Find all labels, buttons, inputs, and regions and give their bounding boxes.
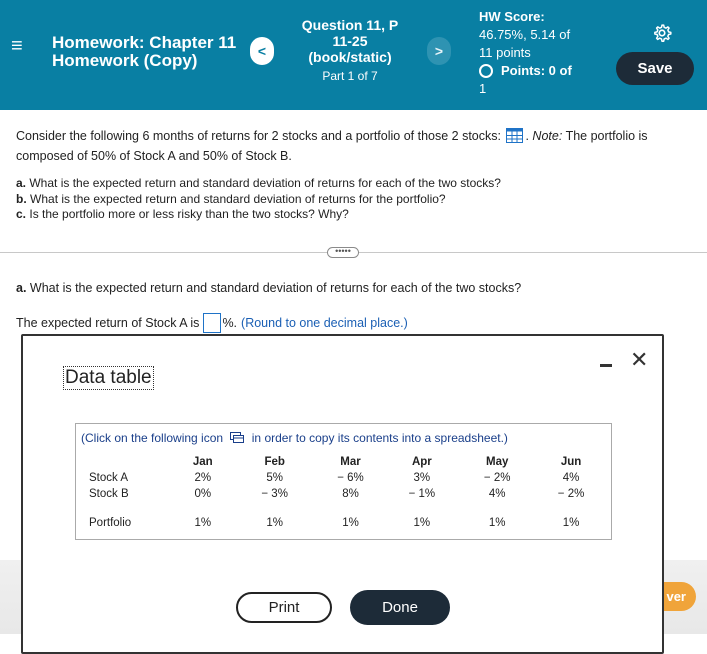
- question-b: b. What is the expected return and standard deviation of returns for the portfolio?: [16, 191, 446, 206]
- print-button[interactable]: Print: [236, 592, 332, 623]
- question-a: a. What is the expected return and standard deviation of returns for each of the two stocks?: [16, 176, 501, 190]
- answer-suffix: %.: [222, 316, 238, 330]
- returns-table: [89, 454, 611, 531]
- table-row: Stock B 0% − 3% 8% − 1% 4% − 2%: [89, 488, 585, 500]
- next-question-button[interactable]: >: [427, 37, 451, 65]
- question-info: [280, 17, 420, 83]
- table-row: Portfolio 1% 1% 1% 1% 1% 1%: [89, 517, 580, 529]
- answer-prefix: The expected return of Stock A is: [16, 316, 200, 330]
- table-header-row: Jan Feb Mar Apr May Jun: [192, 456, 582, 468]
- note-label: Note:: [532, 129, 563, 143]
- data-table-panel: [75, 423, 612, 540]
- question-list: [16, 176, 501, 223]
- note-text: The portfolio is composed of 50% of Stock A and 50% of Stock B.: [16, 129, 648, 163]
- copy-hint: (Click on the following icon in order to copy its contents into a spreadsheet.): [81, 431, 508, 445]
- hw-score-value: 46.75%, 5.14 of: [479, 27, 571, 42]
- expand-button[interactable]: •••••: [327, 247, 359, 258]
- question-id: 11-25: [332, 33, 368, 49]
- copy-spreadsheet-icon[interactable]: [230, 432, 244, 443]
- hamburger-icon[interactable]: ≡: [11, 35, 23, 57]
- data-table-icon[interactable]: [506, 128, 523, 143]
- minimize-icon[interactable]: [600, 364, 612, 367]
- answer-line: [16, 313, 408, 333]
- question-c: c. Is the portfolio more or less risky than the two stocks? Why?: [16, 207, 349, 221]
- hw-score-label: HW Score:: [479, 9, 545, 24]
- question-points: [479, 62, 619, 80]
- intro-text: Consider the following 6 months of returns for 2 stocks and a portfolio of those 2 stocks:: [16, 129, 501, 143]
- close-icon[interactable]: ✕: [630, 347, 649, 372]
- top-bar: [0, 0, 707, 110]
- gear-icon[interactable]: [652, 23, 672, 43]
- points-status-icon: [479, 64, 493, 78]
- question-number: Question 11, P: [301, 17, 399, 33]
- part-a-question: a. What is the expected return and standard deviation of returns for each of the two stocks?: [16, 281, 522, 295]
- question-part: Part 1 of 7: [322, 69, 378, 83]
- hw-score: [479, 8, 619, 98]
- dialog-title: Data table: [65, 367, 152, 388]
- data-table-dialog: [21, 334, 664, 654]
- points-total: 1: [479, 81, 487, 96]
- save-button[interactable]: Save: [616, 52, 694, 85]
- table-row: Stock A 2% 5% − 6% 3% − 2% 4%: [89, 472, 580, 484]
- previous-question-button[interactable]: <: [250, 37, 274, 65]
- assignment-title: Homework: Chapter 11 Homework (Copy): [52, 33, 237, 70]
- expected-return-input[interactable]: [203, 313, 221, 333]
- done-button[interactable]: Done: [350, 590, 450, 625]
- points-label: Points: 0 of: [501, 63, 572, 78]
- rounding-note: (Round to one decimal place.): [241, 316, 408, 330]
- view-answer-button[interactable]: ver: [648, 582, 696, 611]
- problem-intro: Consider the following 6 months of returns for 2 stocks and a portfolio of those 2 stocks: . Note: The portfolio is composed of 50% of Stock A and 50% of Stock B.: [16, 129, 648, 163]
- hw-score-points: 11 points: [479, 45, 531, 60]
- question-source: (book/static): [308, 49, 392, 65]
